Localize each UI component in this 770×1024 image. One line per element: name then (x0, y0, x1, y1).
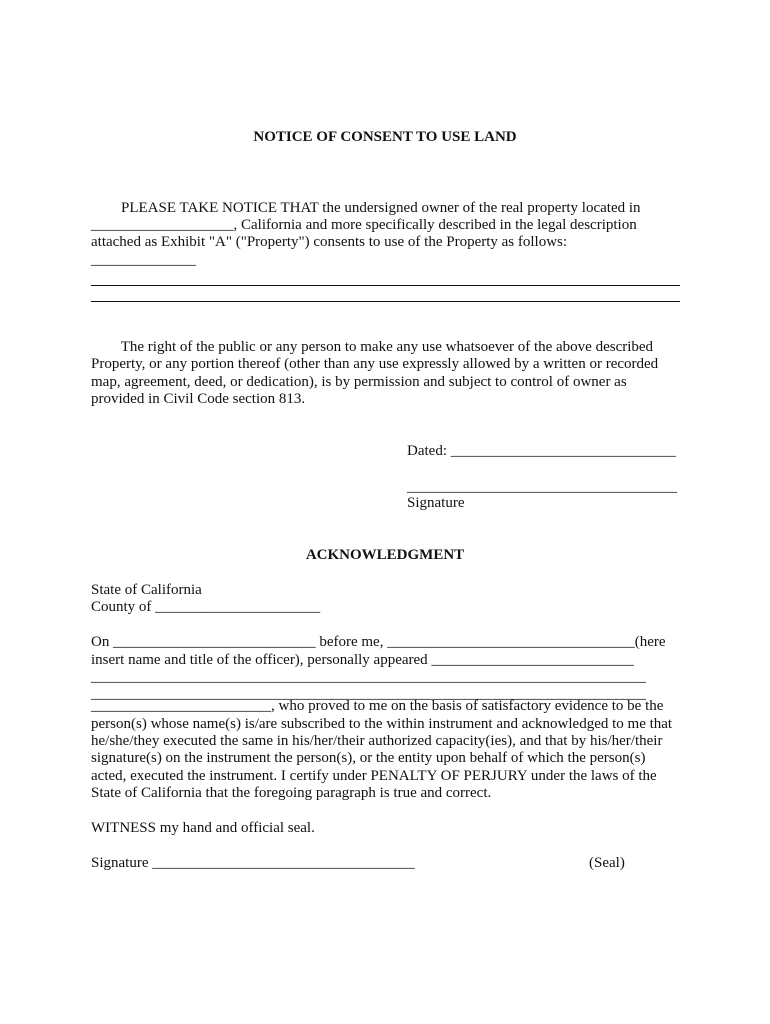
acknowledgment-title: ACKNOWLEDGMENT (305, 547, 465, 563)
ack-line-7: he/she/they executed the same in his/her/their authorized capacity(ies), and that by his/her/their (91, 733, 663, 749)
right-line-3: map, agreement, deed, or dedication), is by permission and subject to control of owner as (91, 374, 627, 390)
ack-line-6: person(s) whose name(s) is/are subscribed to the within instrument and acknowledged to me that (91, 716, 673, 732)
right-line-4: provided in Civil Code section 813. (91, 391, 306, 407)
final-signature-field: Signature ___________________________________ (91, 855, 415, 871)
ack-line-1: On ___________________________ before me, _________________________________(here (91, 634, 666, 650)
ack-line-9: acted, executed the instrument. I certify under PENALTY OF PERJURY under the laws of the (91, 768, 657, 784)
ack-line-4: __________________________________________________________________________ (91, 686, 646, 702)
notice-line-3: attached as Exhibit "A" ("Property") consents to use of the Property as follows: (91, 234, 568, 250)
notice-line-1: PLEASE TAKE NOTICE THAT the undersigned owner of the real property located in (91, 200, 641, 216)
signature-line: ____________________________________ (407, 479, 677, 495)
blank-line-1 (91, 285, 680, 286)
ack-line-10: State of California that the foregoing paragraph is true and correct. (91, 785, 492, 801)
signature-label: Signature (407, 495, 465, 511)
witness-line: WITNESS my hand and official seal. (91, 820, 315, 836)
right-line-1: The right of the public or any person to make any use whatsoever of the above described (91, 339, 654, 355)
blank-line-2 (91, 301, 680, 302)
notice-line-2: ___________________, California and more specifically described in the legal description (91, 217, 637, 233)
notice-line-4: ______________ (91, 252, 196, 268)
ack-line-5: ________________________, who proved to me on the basis of satisfactory evidence to be the (91, 698, 664, 714)
document-title: NOTICE OF CONSENT TO USE LAND (253, 129, 517, 145)
ack-line-2: insert name and title of the officer), personally appeared ___________________________ (91, 652, 634, 668)
ack-line-3: __________________________________________________________________________ (91, 669, 646, 685)
seal-label: (Seal) (589, 855, 625, 871)
state-line: State of California (91, 582, 202, 598)
county-line: County of ______________________ (91, 599, 321, 615)
ack-line-8: signature(s) on the instrument the person(s), or the entity upon behalf of which the person(s) (91, 750, 646, 766)
right-line-2: Property, or any portion thereof (other than any use expressly allowed by a written or recorded (91, 356, 659, 372)
dated-field: Dated: ______________________________ (407, 443, 676, 459)
